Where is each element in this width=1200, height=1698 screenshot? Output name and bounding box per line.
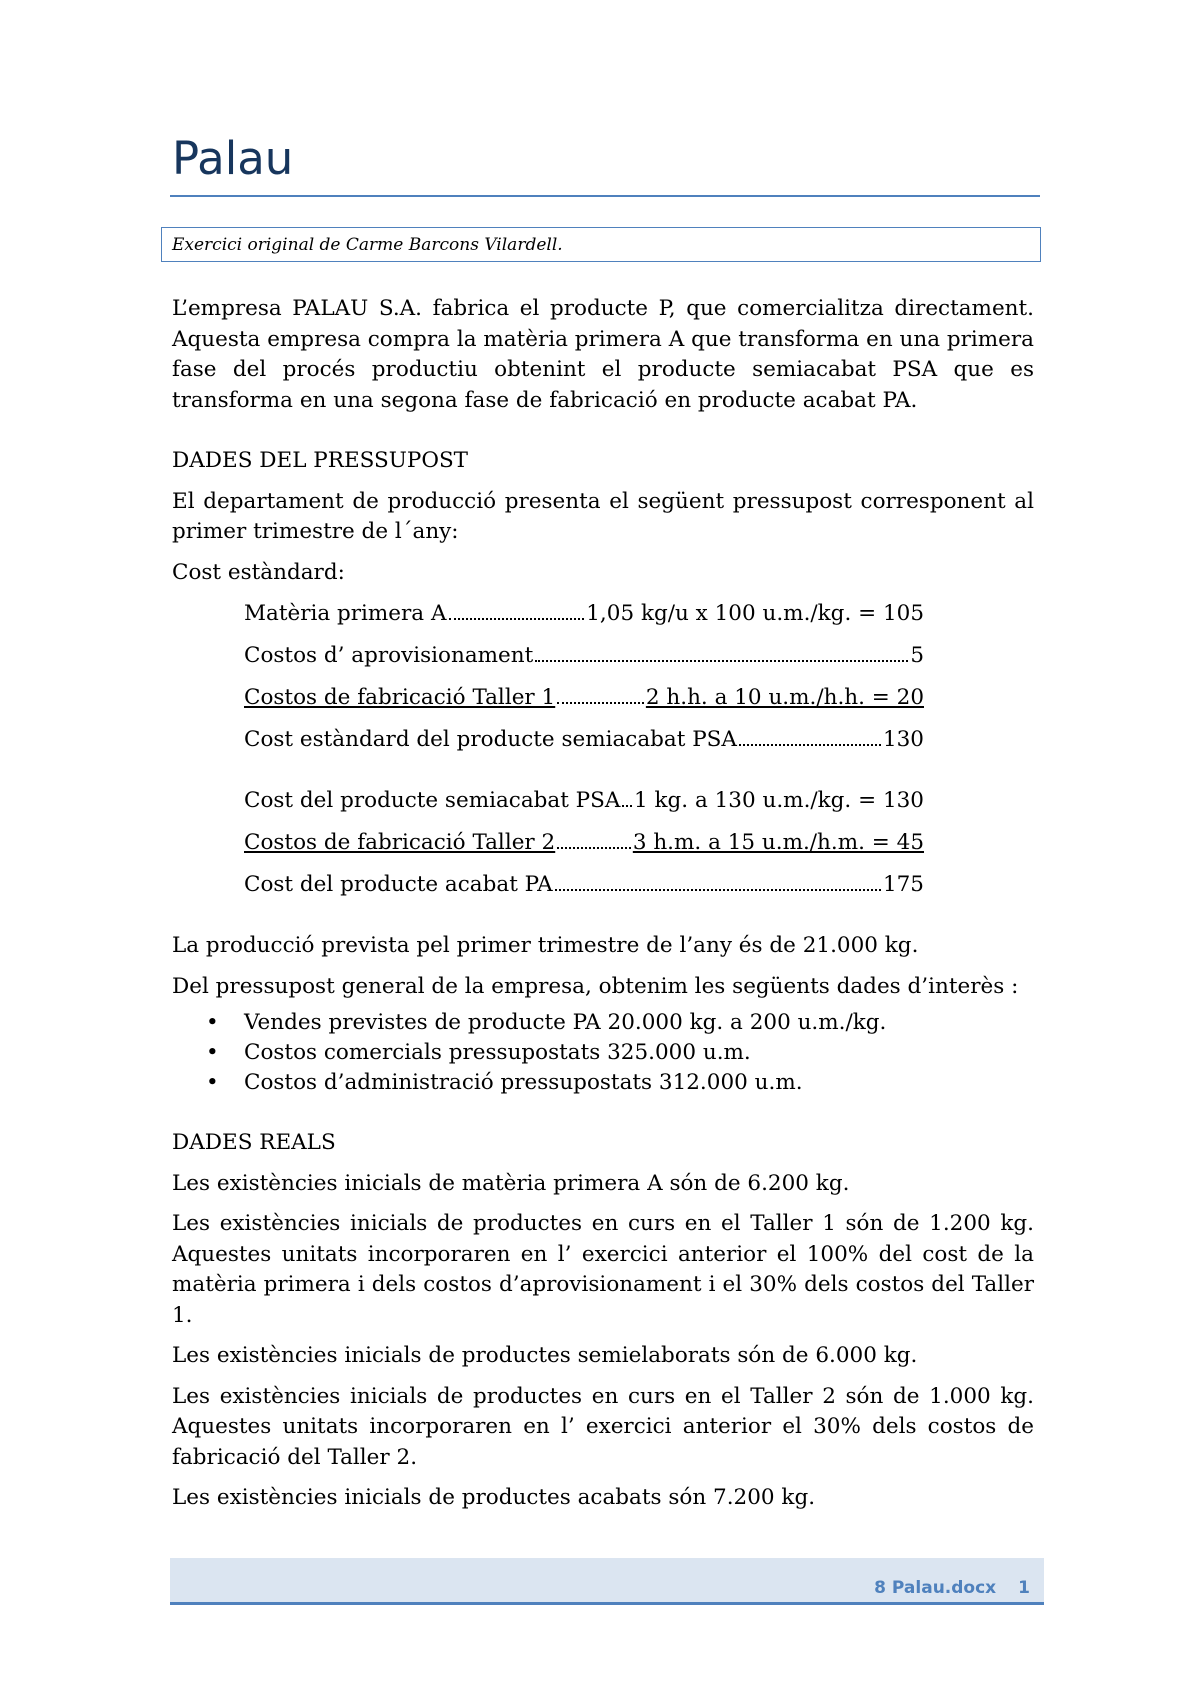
cost-row-value: 175	[882, 872, 924, 897]
cost-row-label: Matèria primera A	[244, 601, 447, 626]
cost-row-label: Cost del producte semiacabat PSA	[244, 788, 621, 813]
cost-row-value: 3 h.m. a 15 u.m./h.m. = 45	[632, 830, 924, 855]
cost-row-label: Costos d’ aprovisionament	[244, 643, 534, 668]
real-paragraph: Les existències inicials de productes semielaborats són de 6.000 kg.	[172, 1343, 918, 1368]
cost-row	[244, 599, 924, 630]
dot-leader	[557, 702, 644, 704]
cost-row-value: 130	[882, 727, 924, 752]
budget-heading: DADES DEL PRESSUPOST	[172, 448, 469, 473]
dot-leader	[622, 805, 632, 807]
cost-row-value: 1 kg. a 130 u.m./kg. = 130	[634, 788, 924, 813]
title-rule	[170, 195, 1040, 197]
dot-leader	[557, 847, 631, 849]
page-footer	[852, 1578, 1030, 1598]
cost-row	[244, 870, 924, 901]
cost-row	[244, 641, 924, 672]
page-number: 1	[1018, 1578, 1030, 1598]
cost-row	[244, 725, 924, 756]
budget-intro: El departament de producció presenta el següent pressupost corresponent al primer trimestre de l´any:	[172, 488, 1034, 544]
dot-leader	[535, 660, 908, 662]
document-body	[172, 294, 1034, 1514]
dot-leader	[739, 744, 881, 746]
document-title: Palau	[172, 132, 294, 185]
budget-bullets	[172, 1008, 1034, 1098]
footer-rule	[170, 1602, 1044, 1605]
cost-row-label: Costos de fabricació Taller 2	[244, 830, 556, 855]
real-paragraph: Les existències inicials de productes en curs en el Taller 2 són de 1.000 kg. Aquestes unitats incorporaren en l’ exercici anterior el 30% dels costos de fabricació del Taller 2.	[172, 1383, 1034, 1470]
intro-paragraph: L’empresa PALAU S.A. fabrica el producte P, que comercialitza directament. Aquesta empresa compra la matèria primera A que transforma en una primera fase del procés productiu obtenint el producte semiacabat PSA que es transforma en una segona fase de fabricació en producte acabat PA.	[172, 296, 1034, 413]
cost-row-value: 1,05 kg/u x 100 u.m./kg. = 105	[586, 601, 924, 626]
cost-row-label: Costos de fabricació Taller 1	[244, 685, 556, 710]
cost-row-label: Cost del producte acabat PA	[244, 872, 553, 897]
list-item: • Costos comercials pressupostats 325.000 u.m.	[172, 1038, 1034, 1068]
real-heading: DADES REALS	[172, 1130, 336, 1155]
dot-leader	[555, 889, 881, 891]
cost-row	[244, 828, 924, 859]
cost-row-label: Cost estàndard del producte semiacabat PSA	[244, 727, 737, 752]
cost-row-value: 5	[910, 643, 924, 668]
dot-leader	[449, 618, 585, 620]
author-note: Exercici original de Carme Barcons Vilardell.	[161, 227, 1041, 262]
standard-cost-table	[244, 599, 924, 901]
list-item: • Vendes previstes de producte PA 20.000 kg. a 200 u.m./kg.	[172, 1008, 1034, 1038]
cost-row	[244, 683, 924, 714]
list-item: • Costos d’administració pressupostats 312.000 u.m.	[172, 1068, 1034, 1098]
production-forecast: La producció prevista pel primer trimestre de l’any és de 21.000 kg.	[172, 933, 919, 958]
real-paragraph: Les existències inicials de productes acabats són 7.200 kg.	[172, 1485, 816, 1510]
cost-row-value: 2 h.h. a 10 u.m./h.h. = 20	[645, 685, 924, 710]
general-budget-intro: Del pressupost general de la empresa, obtenim les següents dades d’interès :	[172, 973, 1019, 999]
cost-row	[244, 786, 924, 817]
real-paragraph: Les existències inicials de matèria primera A són de 6.200 kg.	[172, 1170, 850, 1196]
footer-filename: 8 Palau.docx	[874, 1578, 997, 1598]
real-paragraph: Les existències inicials de productes en curs en el Taller 1 són de 1.200 kg. Aquestes unitats incorporaren en l’ exercici anterior el 100% del cost de la matèria primera i dels costos d’aprovisionament i el 30% dels costos del Taller 1.	[172, 1211, 1034, 1328]
cost-label: Cost estàndard:	[172, 559, 345, 585]
